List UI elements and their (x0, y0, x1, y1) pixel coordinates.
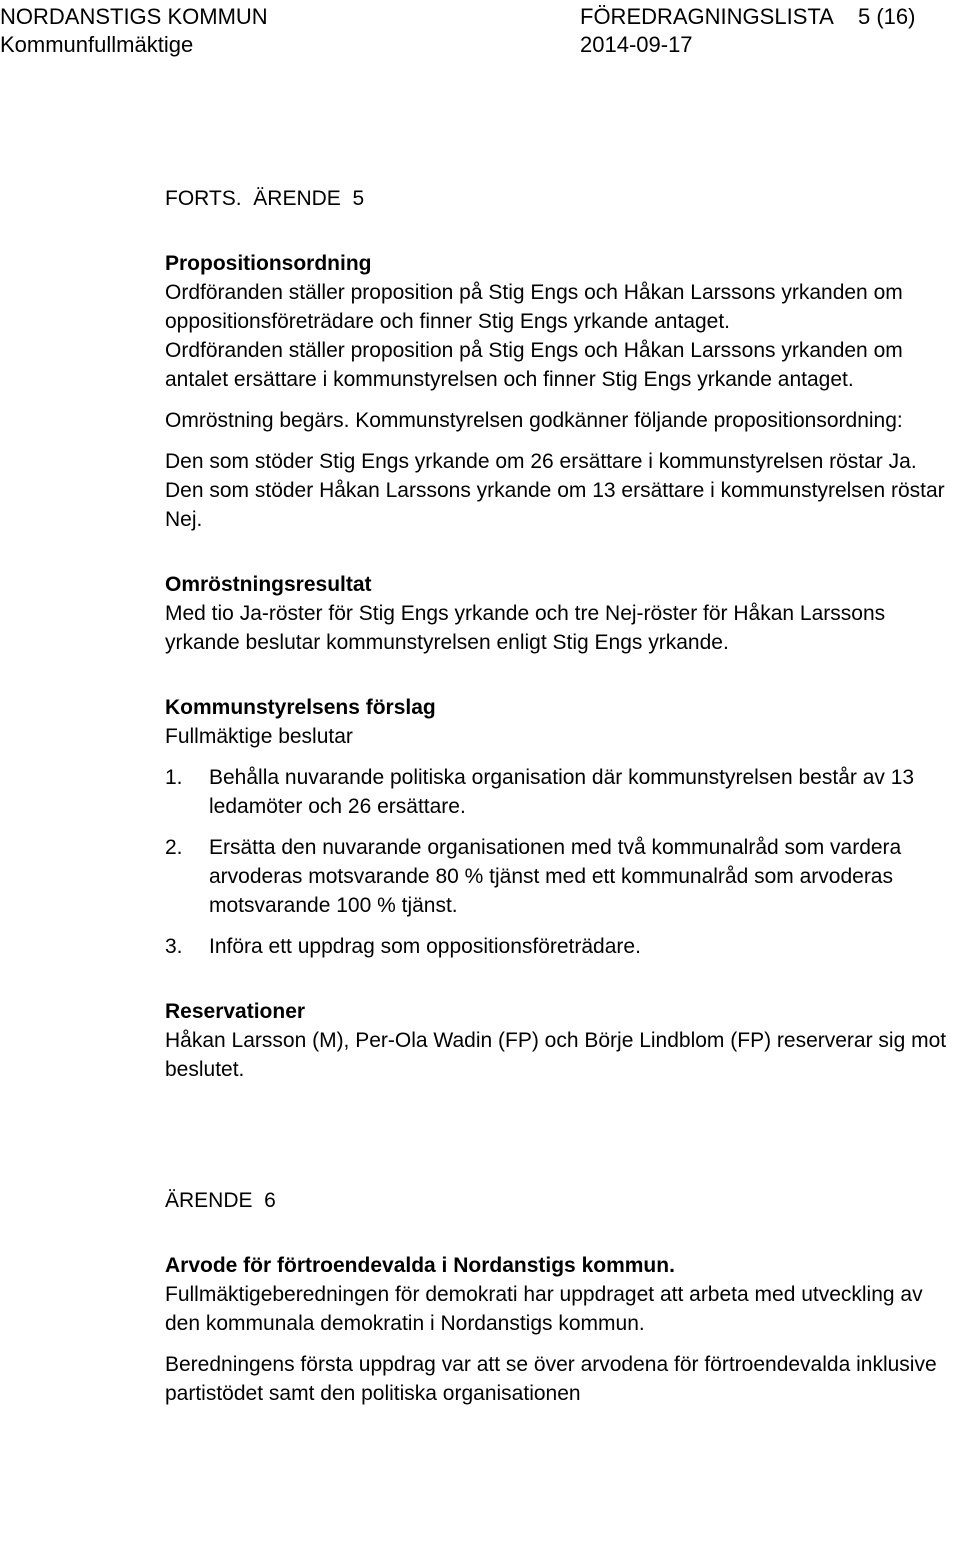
propositionsordning-paragraph: Ordföranden ställer proposition på Stig Engs och Håkan Larssons yrkanden om oppositionsföreträdare och finner Stig Engs yrkande antaget. (165, 281, 903, 333)
list-item-text: Ersätta den nuvarande organisationen med två kommunalråd som vardera arvoderas motsvarande 80 % tjänst med ett kommunalråd som arvoderas motsvarande 100 % tjänst. (209, 836, 902, 917)
list-item-number: 1. (165, 766, 183, 789)
page-number: 5 (16) (858, 4, 916, 29)
org-name: NORDANSTIGS KOMMUN (0, 4, 268, 29)
arvode-paragraph: Beredningens första uppdrag var att se över arvodena för förtroendevalda inklusive partistödet samt den politiska organisationen (165, 1353, 937, 1405)
meeting-body: Kommunfullmäktige (0, 32, 194, 57)
page-header (0, 0, 960, 64)
forslag-heading: Kommunstyrelsens förslag (165, 696, 436, 719)
document-type: FÖREDRAGNINGSLISTA (580, 4, 834, 29)
list-item (165, 833, 957, 920)
list-item (165, 932, 957, 961)
propositionsordning-paragraph: Ordföranden ställer proposition på Stig Engs och Håkan Larssons yrkanden om antalet ersättare i kommunstyrelsen och finner Stig Engs yrkande antaget. (165, 339, 903, 391)
reservationer-text: Håkan Larsson (M), Per-Ola Wadin (FP) och Börje Lindblom (FP) reserverar sig mot beslutet. (165, 1029, 947, 1081)
list-item (165, 763, 957, 821)
list-item-number: 2. (165, 836, 183, 859)
omrostningsresultat-heading: Omröstningsresultat (165, 573, 372, 596)
propositionsordning-paragraph: Den som stöder Stig Engs yrkande om 26 ersättare i kommunstyrelsen röstar Ja. (165, 450, 917, 473)
list-item-text: Behålla nuvarande politiska organisation där kommunstyrelsen består av 13 ledamöter och 26 ersättare. (209, 766, 915, 818)
omrostningsresultat-text: Med tio Ja-röster för Stig Engs yrkande och tre Nej-röster för Håkan Larssons yrkande beslutar kommunstyrelsen enligt Stig Engs yrkande. (165, 602, 886, 654)
propositionsordning-paragraph: Omröstning begärs. Kommunstyrelsen godkänner följande propositionsordning: (165, 409, 903, 432)
forslag-intro: Fullmäktige beslutar (165, 725, 353, 748)
forslag-list (165, 763, 957, 961)
section-title-arende-6: ÄRENDE 6 (165, 1189, 276, 1212)
list-item-number: 3. (165, 935, 183, 958)
arvode-heading: Arvode för förtroendevalda i Nordanstigs kommun. (165, 1254, 675, 1277)
reservationer-heading: Reservationer (165, 1000, 306, 1023)
propositionsordning-paragraph: Den som stöder Håkan Larssons yrkande om 13 ersättare i kommunstyrelsen röstar Nej. (165, 479, 945, 531)
arvode-paragraph: Fullmäktigeberedningen för demokrati har uppdraget att arbeta med utveckling av den kommunala demokratin i Nordanstigs kommun. (165, 1283, 923, 1335)
document-body (165, 184, 957, 1408)
propositionsordning-heading: Propositionsordning (165, 252, 372, 275)
list-item-text: Införa ett uppdrag som oppositionsföreträdare. (209, 935, 641, 958)
meeting-date: 2014-09-17 (580, 32, 693, 57)
section-title-arende-5: FORTS. ÄRENDE 5 (165, 187, 365, 210)
